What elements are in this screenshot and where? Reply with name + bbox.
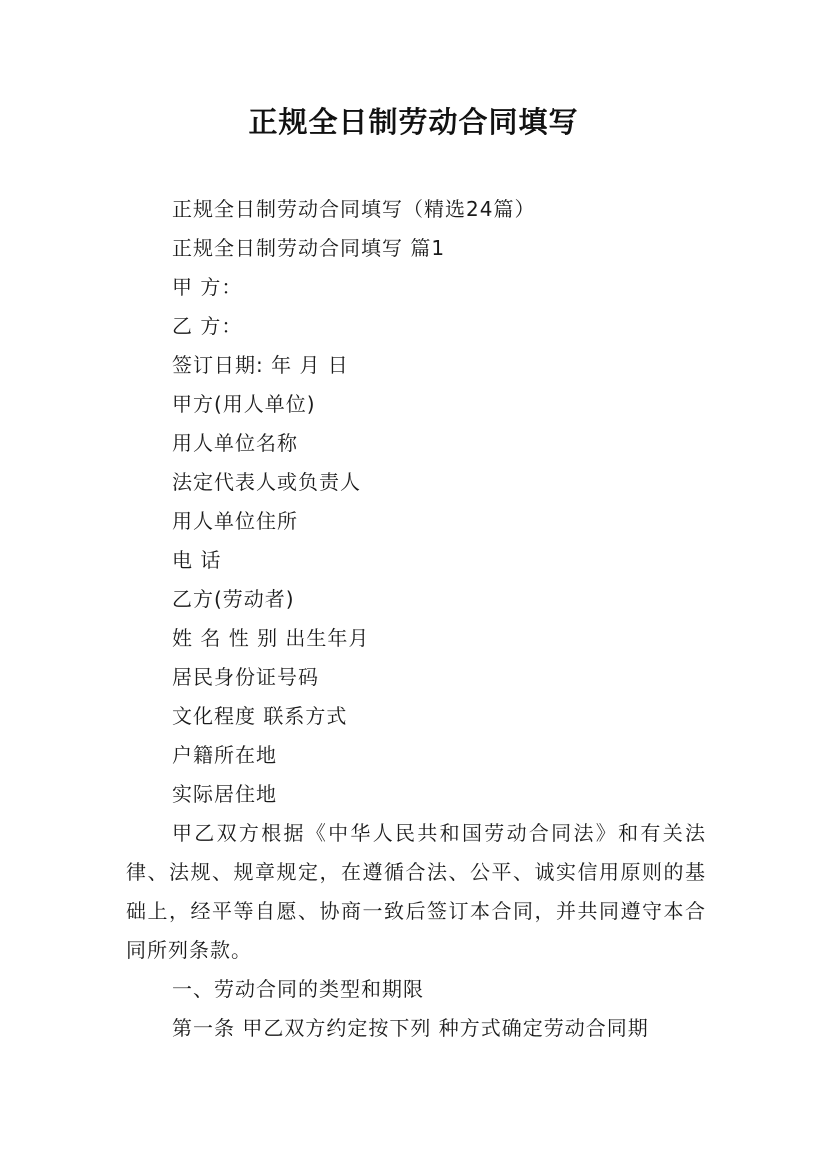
signing-date-line: 签订日期: 年 月 日 [172,353,349,377]
section-heading: 一、劳动合同的类型和期限 [172,977,424,1001]
employee-heading-line: 乙方(劳动者) [172,587,295,611]
employer-heading-line: 甲方(用人单位) [172,392,316,416]
section-label-line: 正规全日制劳动合同填写 篇1 [172,236,446,260]
employer-name-line: 用人单位名称 [172,431,298,455]
party-a-line: 甲 方： [172,275,243,299]
subtitle-line: 正规全日制劳动合同填写（精选24篇） [172,197,536,221]
actual-residence-line: 实际居住地 [172,782,277,806]
phone-line: 电 话 [172,548,222,572]
id-number-line: 居民身份证号码 [172,665,319,689]
employer-address-line: 用人单位住所 [172,509,298,533]
preamble-paragraph: 甲乙双方根据《中华人民共和国劳动合同法》和有关法律、法规、规章规定，在遵循合法、公平、诚实信用原则的基础上，经平等自愿、协商一致后签订本合同，并共同遵守本合同所列条款。 [126,821,706,962]
name-gender-birth-line: 姓 名 性 别 出生年月 [172,626,370,650]
clause-first-line: 第一条 甲乙双方约定按下列 种方式确定劳动合同期 [172,1016,649,1040]
document-body [126,190,706,1048]
document-title: 正规全日制劳动合同填写 [248,105,579,139]
household-registration-line: 户籍所在地 [172,743,277,767]
party-b-line: 乙 方： [172,314,243,338]
legal-representative-line: 法定代表人或负责人 [172,470,361,494]
education-contact-line: 文化程度 联系方式 [172,704,348,728]
